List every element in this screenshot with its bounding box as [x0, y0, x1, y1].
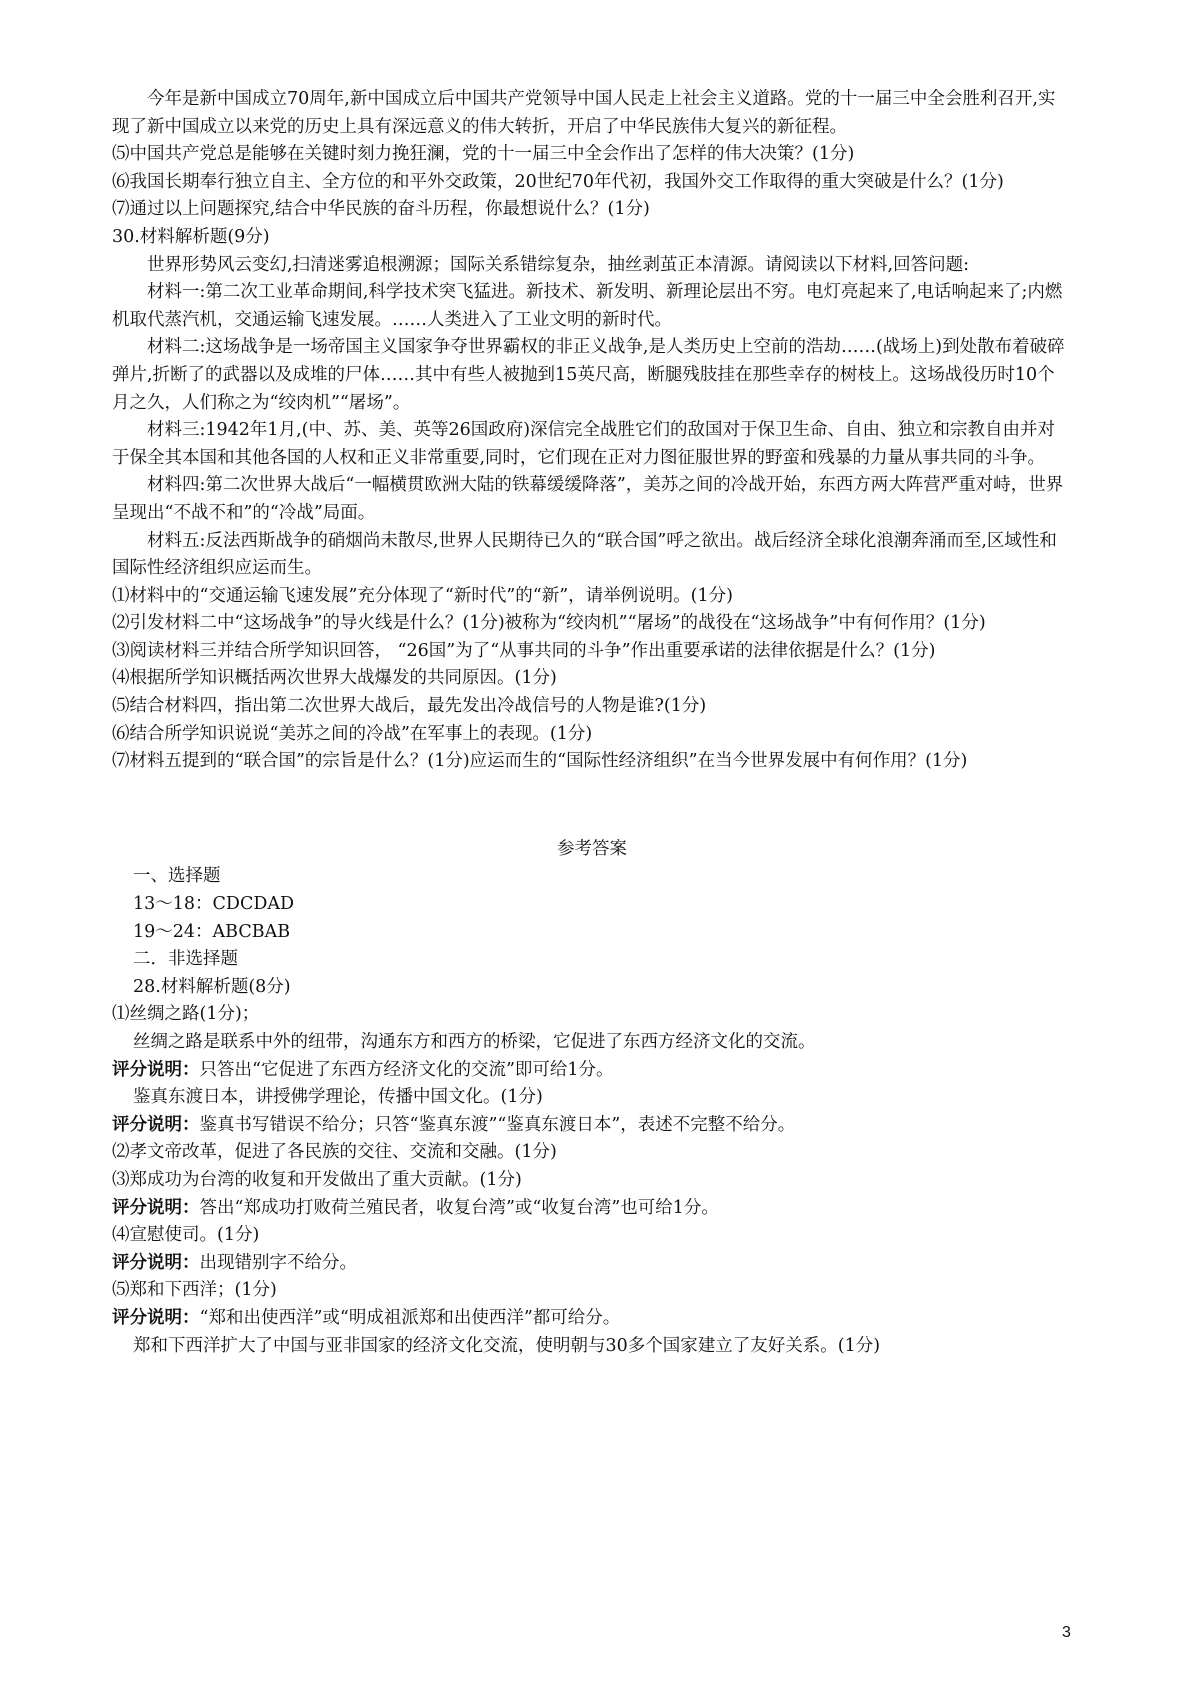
question-7: ⑺通过以上问题探究,结合中华民族的奋斗历程，你最想说什么？(1分)	[112, 199, 650, 220]
scoring-note-label: 评分说明：	[112, 1307, 200, 1328]
answer-5-b: 郑和下西洋扩大了中国与亚非国家的经济文化交流，使明朝与30多个国家建立了友好关系。(1分)	[133, 1335, 881, 1356]
scoring-note-1	[112, 1057, 1072, 1085]
material-5: 材料五:反法西斯战争的硝烟尚未散尽,世界人民期待已久的“联合国”呼之欲出。战后经济全球化浪潮奔涌而至,区域性和国际性经济组织应运而生。	[112, 530, 1057, 579]
material-2: 材料二:这场战争是一场帝国主义国家争夺世界霸权的非正义战争,是人类历史上空前的浩劫……(战场上)到处散布着破碎弹片,折断了的武器以及成堆的尸体……其中有些人被抛到15英尺高，断腿残肢挂在那些幸存的树枝上。这场战役历时10个月之久，人们称之为“绞肉机”“屠场”。	[112, 337, 1065, 413]
q30-sub-5: ⑸结合材料四，指出第二次世界大战后，最先发出冷战信号的人物是谁?(1分)	[112, 696, 707, 717]
answers-title: 参考答案	[557, 838, 627, 859]
scoring-note-text: 鉴真书写错误不给分；只答“鉴真东渡”“鉴真东渡日本”，表述不完整不给分。	[199, 1114, 796, 1135]
answer-1-b: 鉴真东渡日本，讲授佛学理论，传播中国文化。(1分)	[133, 1087, 543, 1108]
answer-3: ⑶郑成功为台湾的收复和开发做出了重大贡献。(1分)	[112, 1169, 522, 1190]
material-1: 材料一:第二次工业革命期间,科学技术突飞猛进。新技术、新发明、新理论层出不穷。电灯亮起来了,电话响起来了;内燃机取代蒸汽机，交通运输飞速发展。……人类进入了工业文明的新时代。	[112, 282, 1063, 330]
scoring-note-4	[112, 1250, 1072, 1278]
material-3: 材料三:1942年1月,(中、苏、美、英等26国政府)深信完全战胜它们的敌国对于保卫生命、自由、独立和宗教自由并对于保全其本国和其他各国的人权和正义非常重要,同时，它们现在正对力图征服世界的野蛮和残暴的力量从事共同的斗争。	[112, 420, 1056, 468]
q30-sub-1: ⑴材料中的“交通运输飞速发展”充分体现了“新时代”的“新”，请举例说明。(1分)	[112, 585, 733, 606]
scoring-note-label: 评分说明：	[112, 1197, 200, 1218]
answer-2: ⑵孝文帝改革，促进了各民族的交往、交流和交融。(1分)	[112, 1142, 557, 1163]
q30-sub-4: ⑷根据所学知识概括两次世界大战爆发的共同原因。(1分)	[112, 668, 557, 689]
scoring-note-text: 答出“郑成功打败荷兰殖民者，收复台湾”或“收复台湾”也可给1分。	[199, 1197, 719, 1218]
answers-section-2: 二．非选择题	[133, 949, 238, 970]
scoring-note-label: 评分说明：	[112, 1252, 200, 1273]
q30-sub-7: ⑺材料五提到的“联合国”的宗旨是什么？(1分)应运而生的“国际性经济组织”在当今世界发展中有何作用？(1分)	[112, 751, 968, 772]
q30-sub-2: ⑵引发材料二中“这场战争”的导火线是什么？(1分)被称为“绞肉机”“屠场”的战役在“这场战争”中有何作用？(1分)	[112, 613, 986, 634]
question-5: ⑸中国共产党总是能够在关键时刻力挽狂澜，党的十一届三中全会作出了怎样的伟大决策？(1分)	[112, 144, 855, 165]
answers-section-1: 一、选择题	[133, 866, 221, 887]
answer-5: ⑸郑和下西洋；(1分)	[112, 1280, 277, 1301]
scoring-note-label: 评分说明：	[112, 1059, 200, 1080]
intro-paragraph: 今年是新中国成立70周年,新中国成立后中国共产党领导中国人民走上社会主义道路。党的十一届三中全会胜利召开,实现了新中国成立以来党的历史上具有深远意义的伟大转折，开启了中华民族伟大复兴的新征程。	[112, 89, 1056, 137]
scoring-note-text: 出现错别字不给分。	[199, 1252, 357, 1273]
scoring-note-label: 评分说明：	[112, 1114, 200, 1135]
page-number: 3	[1062, 1624, 1071, 1641]
scoring-note-text: “郑和出使西洋”或“明成祖派郑和出使西洋”都可给分。	[199, 1307, 621, 1328]
material-4: 材料四:第二次世界大战后“一幅横贯欧洲大陆的铁幕缓缓降落”，美苏之间的冷战开始，东西方两大阵营严重对峙，世界呈现出“不战不和”的“冷战”局面。	[112, 475, 1064, 523]
question-30-intro: 世界形势风云变幻,扫清迷雾追根溯源；国际关系错综复杂，抽丝剥茧正本清源。请阅读以下材料,回答问题:	[147, 254, 970, 275]
document-page	[112, 86, 1072, 1360]
scoring-note-3	[112, 1195, 1072, 1223]
answer-1: ⑴丝绸之路(1分)；	[112, 1004, 260, 1025]
q30-sub-6: ⑹结合所学知识说说“美苏之间的冷战”在军事上的表现。(1分)	[112, 723, 593, 744]
scoring-note-2	[112, 1112, 1072, 1140]
question-30-title: 30.材料解析题(9分)	[112, 226, 270, 247]
question-6: ⑹我国长期奉行独立自主、全方位的和平外交政策，20世纪70年代初，我国外交工作取得的重大突破是什么？(1分)	[112, 171, 1004, 192]
scoring-note-5	[112, 1305, 1072, 1333]
answer-1-detail: 丝绸之路是联系中外的纽带，沟通东方和西方的桥梁，它促进了东西方经济文化的交流。	[133, 1032, 816, 1052]
q30-sub-3: ⑶阅读材料三并结合所学知识回答， “26国”为了“从事共同的斗争”作出重要承诺的法律依据是什么？(1分)	[112, 640, 936, 661]
answers-mc-2: 19～24：ABCBAB	[133, 921, 291, 942]
answers-mc-1: 13～18：CDCDAD	[133, 894, 295, 915]
answer-4: ⑷宣慰使司。(1分)	[112, 1225, 260, 1246]
answers-q28-title: 28.材料解析题(8分)	[133, 976, 291, 997]
scoring-note-text: 只答出“它促进了东西方经济文化的交流”即可给1分。	[199, 1059, 614, 1080]
section-gap	[112, 776, 1072, 836]
